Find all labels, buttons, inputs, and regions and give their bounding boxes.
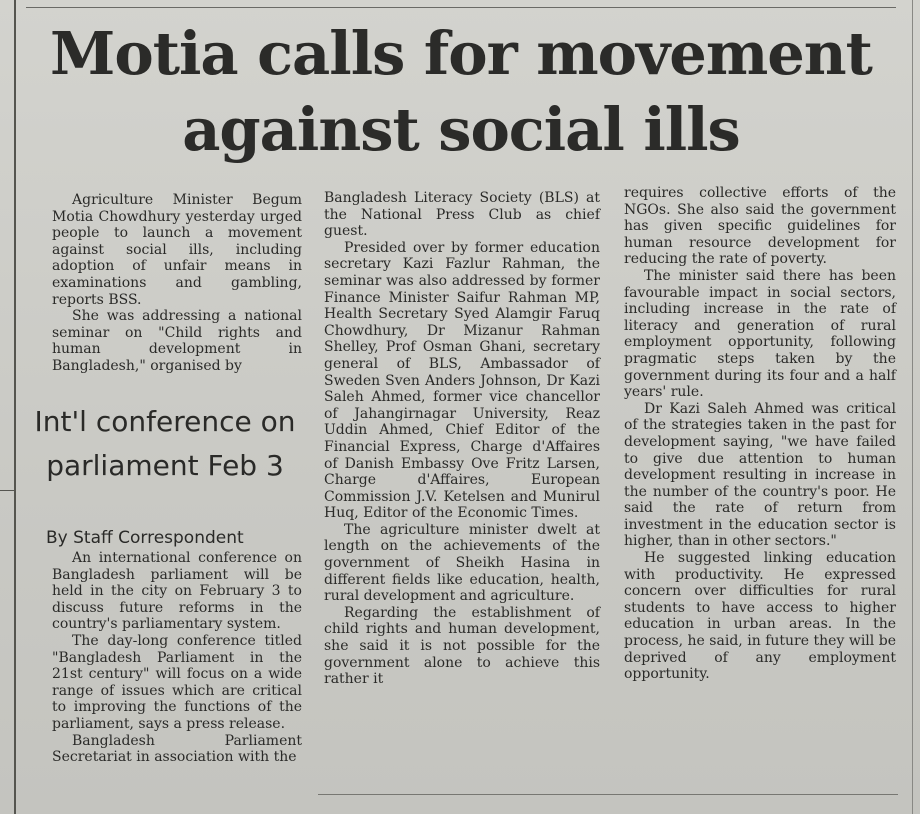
margin-tick <box>0 490 14 491</box>
paragraph: Agriculture Minister Begum Motia Chowdhury yesterday urged people to launch a movement against social ills, including adoption of unfair means in examinations and gambling, reports BSS. <box>52 192 302 308</box>
paragraph: requires collective efforts of the NGOs. She also said the government has given specific guidelines for human resource development for reducing the rate of poverty. <box>624 185 896 268</box>
paragraph: Bangladesh Literacy Society (BLS) at the National Press Club as chief guest. <box>324 190 600 240</box>
paragraph: Dr Kazi Saleh Ahmed was critical of the strategies taken in the past for development saying, "we have failed to give due attention to human development resulting in increase in the number of the country's poor. He said the rate of return from investment in the education sector is higher, than in other sectors." <box>624 400 896 550</box>
paragraph: Regarding the establishment of child rights and human development, she said it is not possible for the government alone to achieve this rather it <box>324 604 600 688</box>
column-3 <box>624 185 896 683</box>
paragraph: She was addressing a national seminar on "Child rights and human development in Bangladesh," organised by <box>52 308 302 374</box>
bottom-rule <box>318 794 898 795</box>
right-edge-rule <box>912 0 913 814</box>
paragraph: The agriculture minister dwelt at length on the achievements of the government of Sheikh Hasina in different fields like education, health, rural development and agriculture. <box>324 521 600 605</box>
column-1 <box>52 192 302 375</box>
paragraph: An international conference on Bangladesh parliament will be held in the city on February 3 to discuss future reforms in the country's parliamentary system. <box>52 550 302 633</box>
byline: By Staff Correspondent <box>46 528 244 548</box>
headline: Motia calls for movement against social ills <box>50 19 872 164</box>
top-rule <box>26 7 896 8</box>
paragraph: Bangladesh Parliament Secretariat in association with the <box>52 732 302 766</box>
column-2 <box>324 190 600 688</box>
subheadline: Int'l conference on parliament Feb 3 <box>34 405 296 482</box>
sidebar-column <box>52 550 302 766</box>
paragraph: He suggested linking education with productivity. He expressed concern over difficulties for rural students to have access to higher education in urban areas. In the process, he said, in future they will be deprived of any employment opportunity. <box>624 550 896 683</box>
paragraph: The day-long conference titled "Bangladesh Parliament in the 21st century" will focus on a wide range of issues which are critical to improving the functions of the parliament, says a press release. <box>52 632 302 732</box>
paragraph: Presided over by former education secretary Kazi Fazlur Rahman, the seminar was also addressed by former Finance Minister Saifur Rahman MP, Health Secretary Syed Alamgir Faruq Chowdhury, Dr Mizanur Rahman Shelley, Prof Osman Ghani, secretary general of BLS, Ambassador of Sweden Sven Anders Johnson, Dr Kazi Saleh Ahmed, former vice chancellor of Jahangirnagar University, Reaz Uddin Ahmed, Chief Editor of the Financial Express, Charge d'Affaires of Danish Embassy Ove Fritz Larsen, Charge d'Affaires, European Commission J.V. Ketelsen and Munirul Huq, Editor of the Economic Times. <box>324 239 600 522</box>
paragraph: The minister said there has been favourable impact in social sectors, including increase in the rate of literacy and generation of rural employment opportunity, following pragmatic steps taken by the government during its four and a half years' rule. <box>624 267 896 401</box>
